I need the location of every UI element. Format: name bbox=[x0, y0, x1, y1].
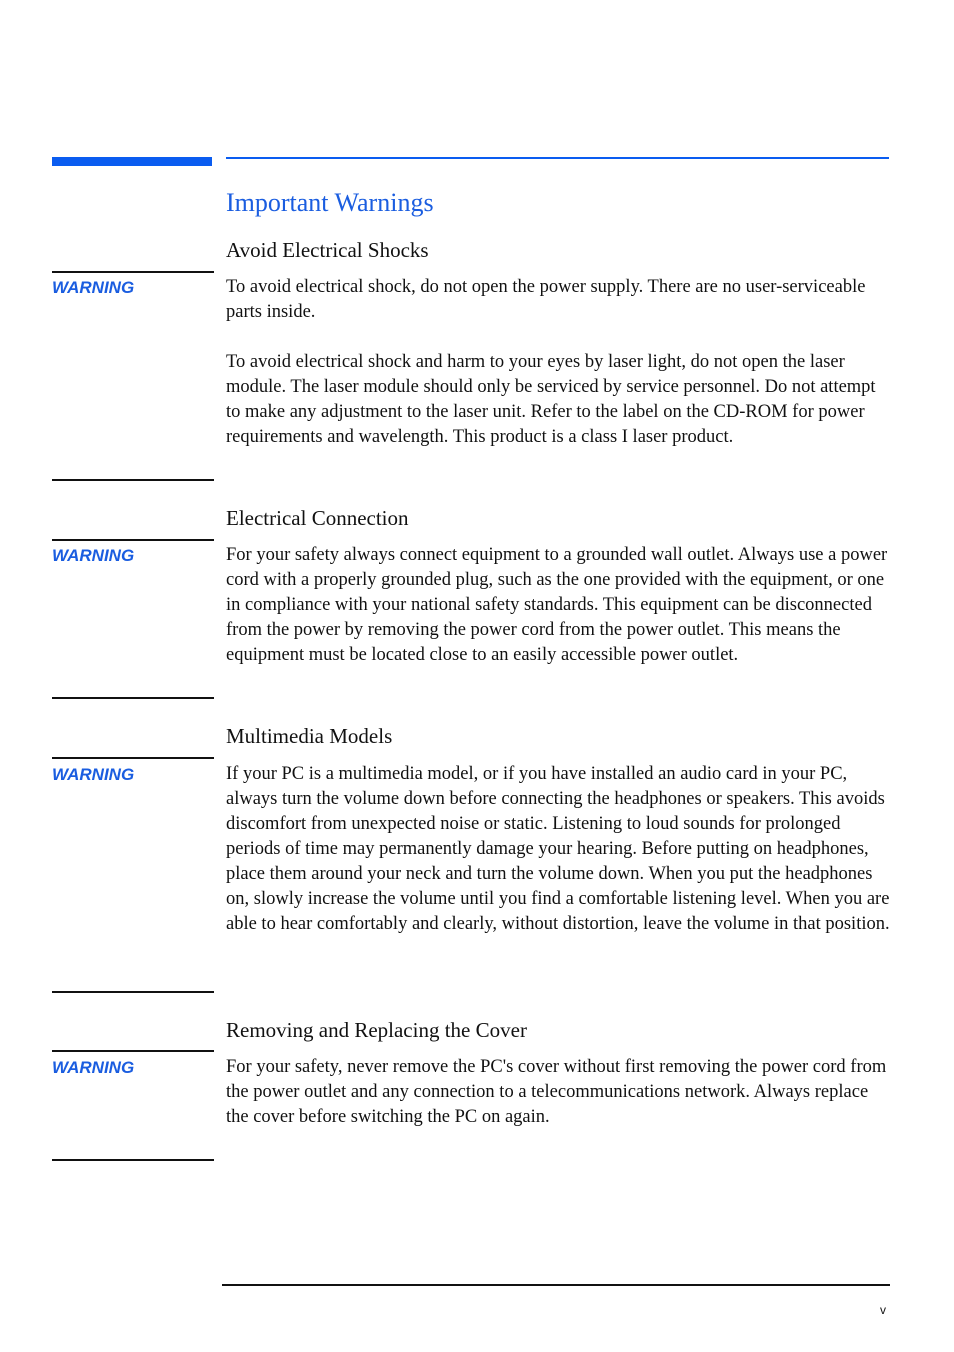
warning-top-rule bbox=[52, 1050, 214, 1052]
warning-paragraph: For your safety always connect equipment to a grounded wall outlet. Always use a power cord with a properly grounded plug, such as the one provided with the equipment, or one in compliance with your national safety standards. This equipment can be disconnected from the power by removing the power cord from the power outlet. This means the equipment must be located close to an easily accessible power outlet. bbox=[226, 545, 888, 665]
warning-paragraph: To avoid electrical shock, do not open the power supply. There are no user-serviceable parts inside. bbox=[226, 277, 866, 322]
warning-paragraph: If your PC is a multimedia model, or if you have installed an audio card in your PC, always turn the volume down before connecting the headphones or speakers. This avoids discomfort from unexpected noise or static. Listening to loud sounds for prolonged periods of time may permanently damage your hearing. Before putting on headphones, place them around your neck and turn the volume down. When you put the headphones on, slowly increase the volume until you find a comfortable listening level. When you are able to hear comfortably and clearly, without distortion, leave the volume in that position. bbox=[226, 764, 890, 934]
warning-bottom-rule bbox=[52, 991, 214, 993]
warning-paragraph: To avoid electrical shock and harm to your eyes by laser light, do not open the laser module. The laser module should only be serviced by service personnel. Do not attempt to make any adjustment to the laser unit. Refer to the label on the CD-ROM for power requirements and wavelength. This product is a class I laser product. bbox=[226, 352, 876, 447]
title-rule bbox=[226, 157, 889, 159]
warning-label: WARNING bbox=[52, 546, 135, 565]
warning-top-rule bbox=[52, 271, 214, 273]
warning-label: WARNING bbox=[52, 278, 135, 297]
warning-bottom-rule bbox=[52, 479, 214, 481]
section-heading-avoid-shocks: Avoid Electrical Shocks bbox=[226, 238, 429, 262]
section-heading-electrical-connection: Electrical Connection bbox=[226, 506, 409, 530]
warning-bottom-rule bbox=[52, 697, 214, 699]
page-title: Important Warnings bbox=[226, 188, 434, 217]
warning-top-rule bbox=[52, 757, 214, 759]
footer-rule bbox=[222, 1284, 890, 1286]
warning-label: WARNING bbox=[52, 765, 135, 784]
section-marker-bar bbox=[52, 157, 212, 166]
section-heading-multimedia-models: Multimedia Models bbox=[226, 724, 393, 748]
warning-paragraph: For your safety, never remove the PC's cover without first removing the power cord from the power outlet and any connection to a telecommunications network. Always replace the cover before switching the PC on again. bbox=[226, 1057, 887, 1127]
warning-label: WARNING bbox=[52, 1058, 135, 1077]
warning-bottom-rule bbox=[52, 1159, 214, 1161]
page-number: v bbox=[880, 1303, 886, 1317]
warning-top-rule bbox=[52, 539, 214, 541]
section-heading-removing-cover: Removing and Replacing the Cover bbox=[226, 1018, 527, 1042]
